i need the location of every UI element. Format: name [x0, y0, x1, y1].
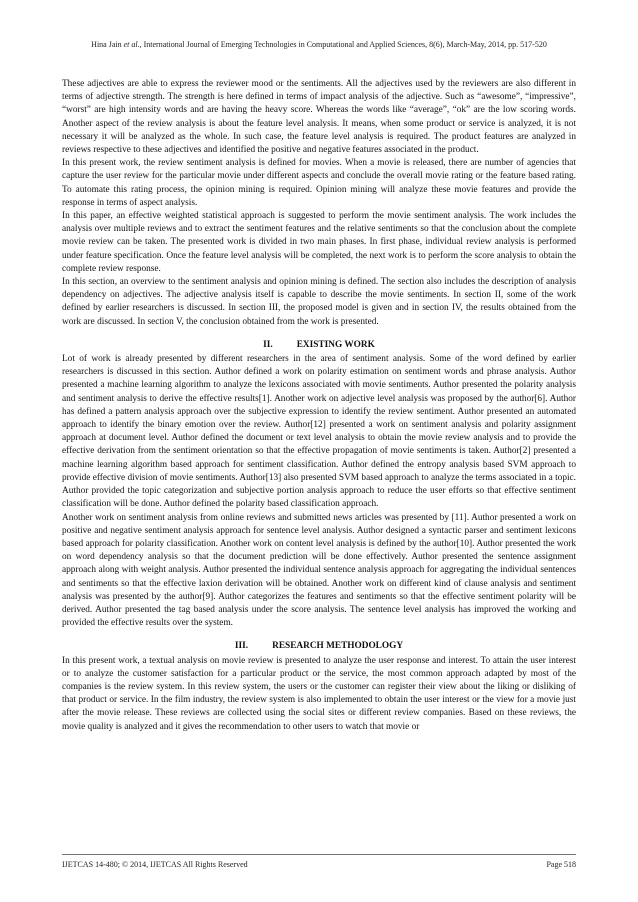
page-footer	[62, 854, 576, 869]
section-title: RESEARCH METHODOLOGY	[272, 641, 404, 652]
footer-copyright: IJETCAS 14-480; © 2014, IJETCAS All Rights Reserved	[62, 860, 248, 869]
section-heading-research-methodology	[62, 640, 576, 653]
header-citation: International Journal of Emerging Technologies in Computational and Applied Sciences, 8(6), March-May, 2014, pp. 517-520	[143, 40, 547, 49]
intro-paragraph-3: In this paper, an effective weighted statistical approach is suggested to perform the movie sentiment analysis. The work includes the analysis over multiple reviews and to extract the sentiment features and the relative sentiments so that the conclusion about the complete movie review can be taken. The presented work is divided in two main phases. In first phase, individual review analysis is performed under feature specification. Once the feature level analysis will be completed, the next work is to perform the score analysis to obtain the complete review response.	[62, 211, 576, 274]
footer-page-number: Page 518	[546, 860, 576, 869]
intro-paragraph-1: These adjectives are able to express the reviewer mood or the sentiments. All the adjectives used by the reviewers are also different in terms of adjective strength. The strength is here defined in terms of impact analysis of the adjective. Such as “awesome”, “impressive”, “worst” are high intensity words and are having the heavy score. Whereas the words like “average”, “ok” are the low scoring words. Another aspect of the review analysis is about the feature level analysis. It means, when some product or service is analyzed, it is not necessary it will be analyzed as the whole. In such case, the feature level analysis is required. The product features are analyzed in reviews respective to these adjectives and identified the positive and negative features associated in the product.	[62, 79, 576, 156]
section3-paragraph-1: In this present work, a textual analysis on movie review is presented to analyze the user response and interest. To attain the user interest or to analyze the customer satisfaction for a particular product or the service, the most common approach adapted by most of the companies is the review system. In this review system, the users or the customer can register their view about the liking or disliking of that product or service. In the film industry, the review system is also implemented to obtain the user interest or the view for a movie just after the movie release. These reviews are collected using the social sites or different review companies. Based on these reviews, the movie quality is analyzed and it gives the recommendation to other users to watch that movie or	[62, 655, 576, 732]
section-heading-existing-work	[62, 339, 576, 352]
main-body	[62, 78, 576, 734]
header-authors: Hina Jain	[91, 40, 122, 49]
section2-paragraph-1: Lot of work is already presented by different researchers in the area of sentiment analysis. Some of the word defined by earlier researchers is discussed in this section. Author defined a work on polarity estimation on sentiment words and phrase analysis. Author presented a machine learning algorithm to analyze the lexicons associated with movie sentiments. Author presented the polarity analysis and sentiment analysis to derive the effective results[1]. Another work on adjective level analysis was proposed by the author[6]. Author has defined a pattern analysis approach over the subjective expression to identify the review sentiment. Author presented an automated approach to identify the binary emotion over the review. Author[12] presented a work on sentiment analysis and polarity assignment approach at document level. Author defined the document or text level analysis to obtain the movie review analysis and to provide the effective derivation from the sentiment orientation so that the effective propagation of movie sentiments is taken. Author[2] presented a machine learning algorithm based approach for sentiment classification. Author defined the entropy analysis based SVM approach to provide effective division of movie sentiments. Author[13] also presented SVM based approach to analyze the terms associated in a topic. Author provided the topic categorization and subjective portion analysis approach to reduce the user efforts so that effective sentiment classification will be done. Author defined the polarity based classification approach.	[62, 354, 576, 510]
intro-paragraph-2: In this present work, the review sentiment analysis is defined for movies. When a movie is released, there are number of agencies that capture the user review for the particular movie under different aspects and conclude the overall movie rating or the feature based rating. To automate this rating process, the opinion mining is required. Opinion mining will analyze these movie features and provide the response in terms of aspect analysis.	[62, 158, 576, 208]
header-etal: et al.,	[123, 40, 142, 49]
section-number: II.	[263, 339, 273, 350]
section-number: III.	[234, 641, 249, 652]
intro-paragraph-4: In this section, an overview to the sentiment analysis and opinion mining is defined. The section also includes the description of analysis dependency on adjectives. The adjective analysis itself is capable to describe the movie sentiments. In section II, some of the work defined by earlier researchers is discussed. In section III, the proposed model is given and in section IV, the results obtained from the work are discussed. In section V, the conclusion obtained from the work is presented.	[62, 277, 576, 327]
section-title: EXISTING WORK	[296, 339, 375, 350]
running-header	[62, 40, 576, 51]
section2-paragraph-2: Another work on sentiment analysis from online reviews and submitted news articles was presented by [11]. Author presented a work on positive and negative sentiment analysis approach for sentence level analysis. Author designed a syntactic parser and sentiment lexicons based approach for polarity classification. Another work on content level analysis is defined by the author[10]. Author presented the work on word dependency analysis so that the document prediction will be done effectively. Author presented the sentence assignment approach along with weight analysis. Author presented the individual sentence analysis approach for aggregating the individual sentences and sentiments so that the effective laxion derivation will be obtained. Another work on different kind of clause analysis and sentiment analysis was presented by the author[9]. Author categorizes the features and sentiments so that the effective sentiment polarity will be derived. Author presented the tag based analysis under the score analysis. The sentence level analysis has improved the working and provided the effective results over the system.	[62, 512, 576, 629]
